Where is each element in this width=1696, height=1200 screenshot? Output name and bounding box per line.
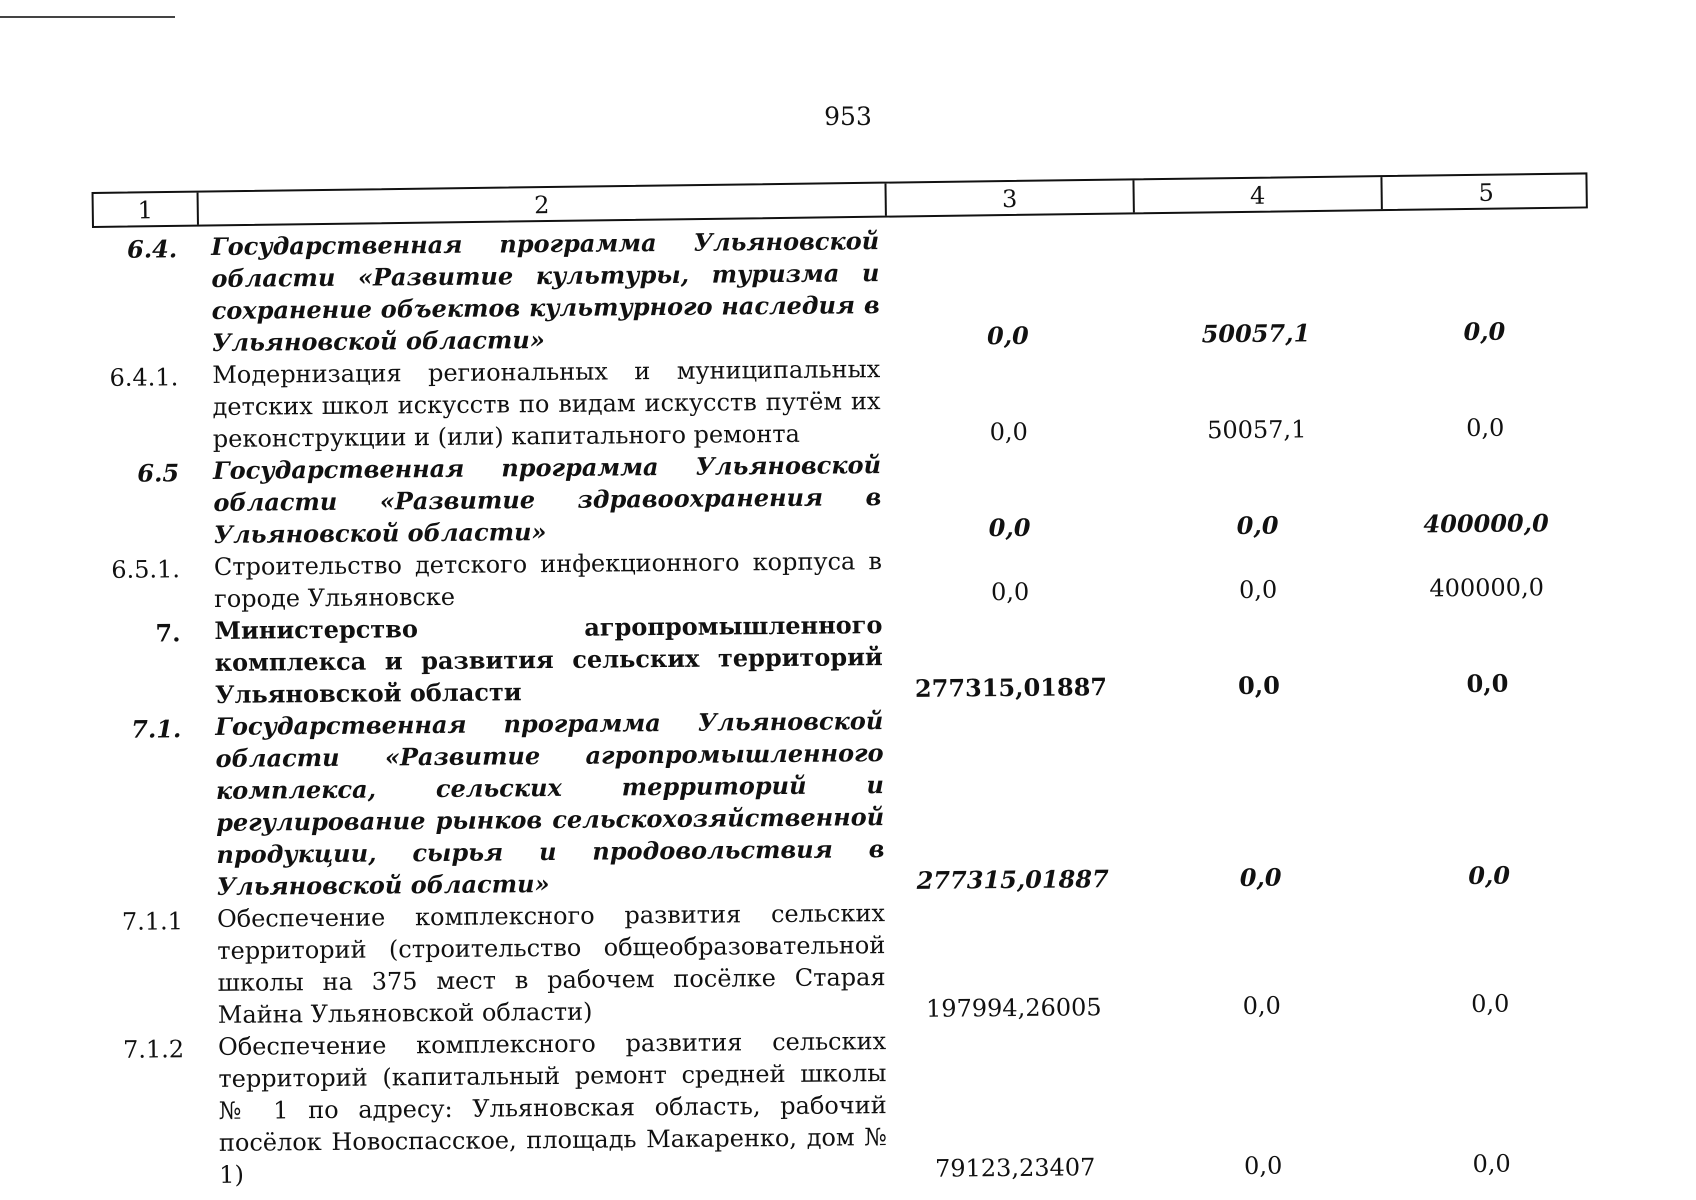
row-number: 7.1.1 bbox=[121, 907, 184, 936]
row-col-3: 0,0 bbox=[988, 512, 1031, 543]
row-col-5: 0,0 bbox=[1472, 1149, 1511, 1178]
row-col-4: 0,0 bbox=[1239, 862, 1282, 893]
row-text: Обеспечение комплексного развития сельских территорий (капитальный ремонт средней школы № 1 по адресу: Ульяновская область, рабочий посёлок Новоспасское, площадь Макаренко, дом № 1) bbox=[217, 1027, 888, 1189]
row-text: Обеспечение комплексного развития сельских территорий (строительство общеобразовательной школы на 375 мест в рабочем посёлке Старая Майна Ульяновской области) bbox=[216, 899, 886, 1029]
row-number: 6.5 bbox=[137, 458, 180, 488]
header-col-4: 4 bbox=[1132, 177, 1380, 212]
row-col-3: 277315,01887 bbox=[916, 864, 1109, 895]
table-row bbox=[95, 603, 1592, 712]
table-body bbox=[92, 219, 1596, 1192]
row-col-3: 0,0 bbox=[989, 417, 1028, 447]
row-number: 7. bbox=[155, 618, 181, 648]
row-col-5: 400000,0 bbox=[1423, 508, 1549, 539]
document-table bbox=[92, 178, 1588, 1192]
header-col-3: 3 bbox=[884, 180, 1132, 215]
row-col-4: 0,0 bbox=[1236, 510, 1279, 541]
row-col-3: 0,0 bbox=[990, 577, 1030, 607]
row-col-5: 400000,0 bbox=[1429, 573, 1545, 603]
row-number: 7.1.2 bbox=[122, 1035, 185, 1064]
row-col-5: 0,0 bbox=[1466, 413, 1505, 443]
row-col-5: 0,0 bbox=[1471, 989, 1510, 1018]
table-row bbox=[93, 347, 1590, 456]
row-col-4: 50057,1 bbox=[1207, 415, 1307, 445]
row-col-3: 0,0 bbox=[986, 320, 1029, 351]
table-row bbox=[92, 219, 1589, 360]
top-rule bbox=[0, 16, 175, 18]
row-number: 7.1. bbox=[131, 714, 182, 744]
table-row bbox=[94, 443, 1591, 552]
row-col-5: 0,0 bbox=[1468, 860, 1511, 891]
row-text: Государственная программа Ульяновской области «Развитие здравоохранения в Ульяновской области» bbox=[212, 450, 882, 549]
row-number: 6.4.1. bbox=[109, 363, 179, 392]
row-col-4: 0,0 bbox=[1242, 991, 1281, 1020]
row-col-4: 0,0 bbox=[1243, 1151, 1283, 1180]
row-col-4: 0,0 bbox=[1238, 575, 1278, 605]
row-col-3: 277315,01887 bbox=[914, 672, 1108, 703]
row-col-5: 0,0 bbox=[1463, 316, 1506, 347]
row-col-4: 0,0 bbox=[1237, 670, 1281, 701]
row-text: Государственная программа Ульяновской области «Развитие агропромышленного комплекса, сельских территорий и регулирование рынков сельскохозяйственной продукции, сырья и продовольствия в Ульяновской области» bbox=[215, 706, 885, 901]
page-number: 953 bbox=[824, 102, 872, 131]
row-col-3: 197994,26005 bbox=[925, 993, 1102, 1023]
row-number: 6.5.1. bbox=[111, 555, 181, 584]
row-number: 6.4. bbox=[126, 234, 178, 264]
row-text: Модернизация региональных и муниципальных детских школ искусств по видам искусств путём их реконструкции и (или) капитального ремонта bbox=[212, 355, 881, 453]
row-col-4: 50057,1 bbox=[1201, 318, 1311, 349]
header-col-5: 5 bbox=[1380, 174, 1589, 209]
row-col-5: 0,0 bbox=[1466, 668, 1509, 699]
row-text: Министерство агропромышленного комплекса и развития сельских территорий Ульяновской области bbox=[214, 610, 883, 709]
table-row bbox=[99, 1019, 1596, 1192]
row-col-3: 79123,23407 bbox=[934, 1153, 1096, 1183]
header-col-1: 1 bbox=[137, 196, 154, 225]
table-row bbox=[96, 699, 1594, 904]
row-text: Государственная программа Ульяновской области «Развитие культуры, туризма и сохранение объектов культурного наследия в Ульяновской области» bbox=[211, 226, 880, 357]
row-text: Строительство детского инфекционного корпуса в городе Ульяновске bbox=[213, 547, 883, 613]
table-header bbox=[92, 172, 1588, 228]
header-col-2: 2 bbox=[197, 184, 885, 225]
table-row bbox=[98, 891, 1595, 1032]
